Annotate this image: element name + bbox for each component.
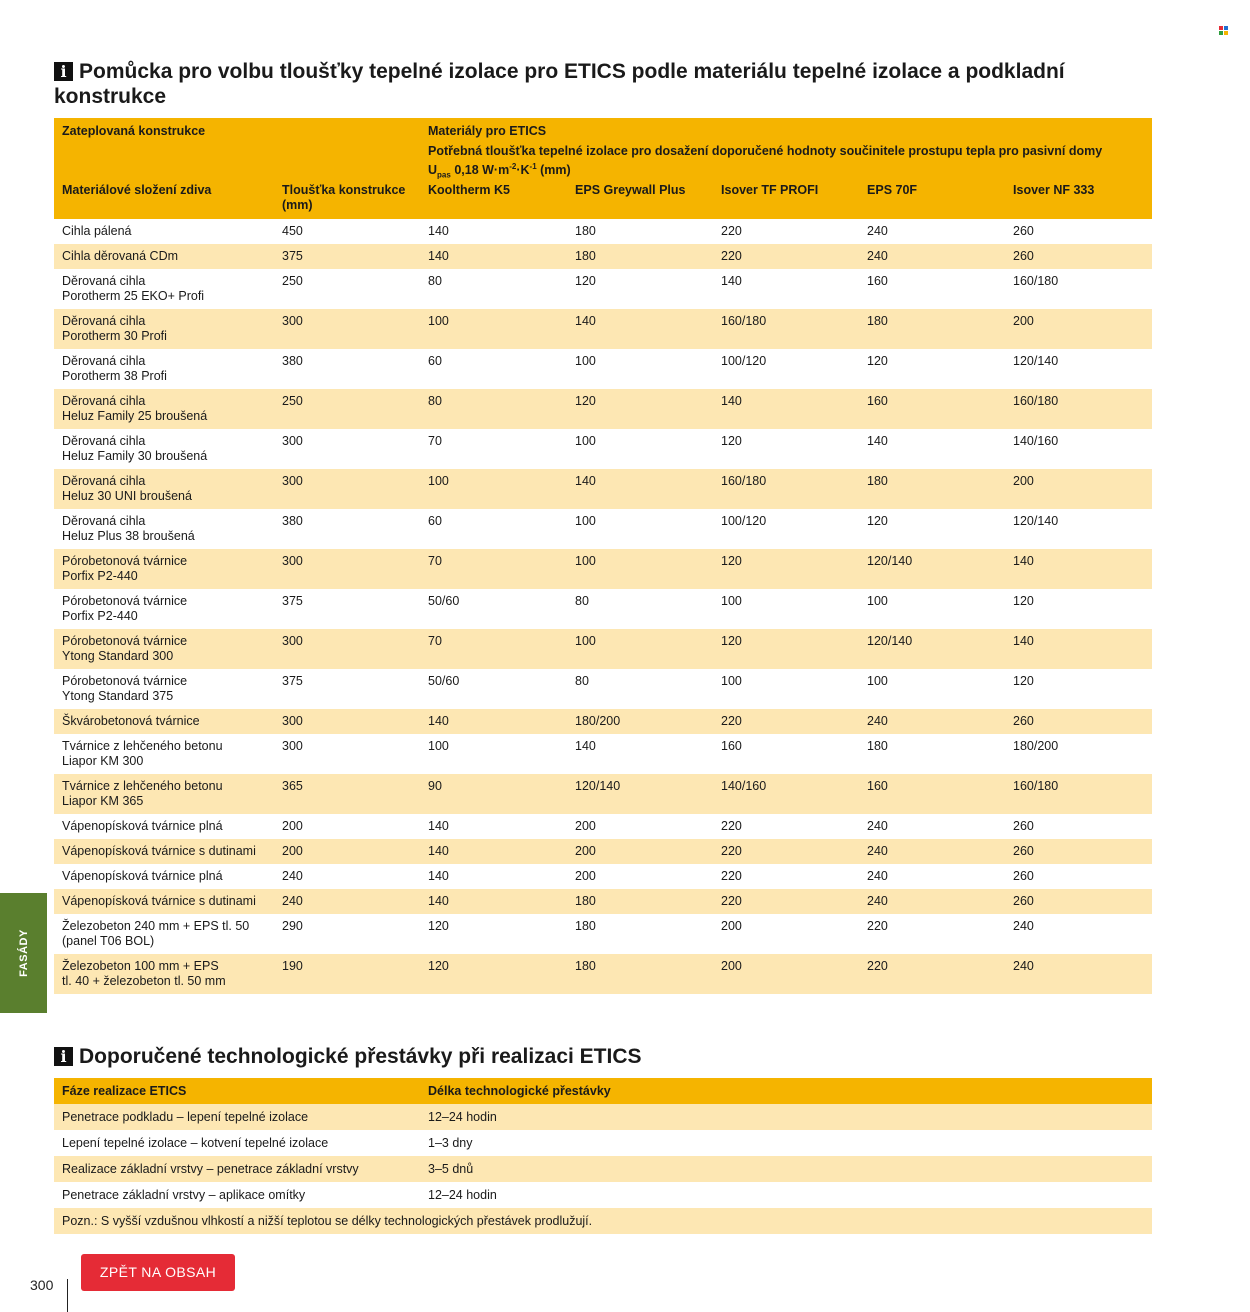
value-cell: 200	[1005, 309, 1152, 349]
value-cell: 60	[428, 353, 442, 368]
value-cell: 140	[1005, 549, 1152, 589]
info-icon: i	[54, 62, 73, 81]
duration-cell: 1–3 dny	[428, 1135, 473, 1150]
value-cell: 290	[282, 918, 303, 933]
col-header-kooltherm: Kooltherm K5	[420, 183, 567, 219]
technology-breaks-table	[54, 1078, 1152, 1234]
divider	[67, 1279, 68, 1312]
value-cell: 180	[575, 223, 596, 238]
value-cell: 160/180	[1005, 389, 1152, 429]
value-cell: 140/160	[713, 774, 859, 814]
value-cell: 80	[575, 673, 589, 688]
value-cell: 200	[575, 868, 596, 883]
value-cell: 100	[721, 673, 742, 688]
value-cell: 260	[1005, 889, 1152, 914]
material-cell: Děrovaná cihla Porotherm 30 Profi	[54, 309, 274, 349]
value-cell: 120/140	[859, 549, 1005, 589]
value-cell: 240	[859, 709, 1005, 734]
value-cell: 200	[721, 918, 742, 933]
value-cell: 100	[575, 353, 596, 368]
material-cell: Pórobetonová tvárnice Porfix P2-440	[54, 549, 274, 589]
material-cell: Děrovaná cihla Heluz Family 25 broušená	[54, 389, 274, 429]
table-row	[54, 839, 1152, 864]
value-cell: 140/160	[1013, 433, 1059, 448]
value-cell: 240	[1005, 954, 1152, 994]
material-cell: Tvárnice z lehčeného betonu Liapor KM 300	[62, 738, 223, 768]
value-cell: 190	[274, 954, 420, 994]
value-cell: 220	[721, 223, 742, 238]
value-cell: 140	[867, 433, 888, 448]
value-cell: 100	[721, 593, 742, 608]
value-cell: 220	[713, 839, 859, 864]
value-cell: 260	[1013, 868, 1034, 883]
value-cell: 100/120	[721, 353, 767, 368]
info-icon: i	[54, 1047, 73, 1066]
value-cell: 200	[713, 954, 859, 994]
value-cell: 260	[1005, 244, 1152, 269]
value-cell: 200	[575, 818, 596, 833]
phase-cell: Penetrace podkladu – lepení tepelné izolace	[54, 1104, 420, 1130]
value-cell: 375	[282, 673, 303, 688]
material-cell: Děrovaná cihla Heluz Family 30 broušená	[62, 433, 208, 463]
brand-logo-icon	[1219, 26, 1228, 35]
duration-cell: 12–24 hodin	[428, 1187, 497, 1202]
value-cell: 160/180	[1005, 774, 1152, 814]
value-cell: 140	[1005, 629, 1152, 669]
value-cell: 220	[713, 244, 859, 269]
value-cell: 120	[713, 629, 859, 669]
value-cell: 240	[867, 868, 888, 883]
note-row	[54, 1208, 1152, 1234]
header-group-construction: Zateplovaná konstrukce	[54, 118, 420, 144]
value-cell: 220	[713, 889, 859, 914]
col-header-isover-tf: Isover TF PROFI	[713, 183, 859, 219]
duration-cell: 3–5 dnů	[420, 1156, 1152, 1182]
value-cell: 120	[867, 513, 888, 528]
value-cell: 300	[274, 549, 420, 589]
material-cell: Vápenopísková tvárnice plná	[62, 868, 223, 883]
value-cell: 300	[282, 433, 303, 448]
value-cell: 140	[428, 818, 449, 833]
table-row	[54, 309, 1152, 349]
material-cell: Děrovaná cihla Heluz 30 UNI broušená	[54, 469, 274, 509]
value-cell: 300	[274, 629, 420, 669]
material-cell: Cihla pálená	[62, 223, 132, 238]
value-cell: 180/200	[1013, 738, 1059, 753]
value-cell: 240	[867, 818, 888, 833]
value-cell: 220	[867, 918, 888, 933]
value-cell: 70	[420, 629, 567, 669]
value-cell: 70	[420, 549, 567, 589]
table-row	[54, 1182, 1152, 1208]
table-row	[54, 429, 1152, 469]
value-cell: 260	[1013, 223, 1034, 238]
value-cell: 250	[282, 273, 303, 288]
value-cell: 100/120	[721, 513, 767, 528]
col-header-isover-nf: Isover NF 333	[1005, 183, 1152, 219]
value-cell: 80	[575, 593, 589, 608]
table-row	[54, 814, 1152, 839]
value-cell: 140	[420, 244, 567, 269]
material-cell: Pórobetonová tvárnice Ytong Standard 300	[54, 629, 274, 669]
value-cell: 80	[420, 389, 567, 429]
table-row	[54, 774, 1152, 814]
material-cell: Pórobetonová tvárnice Ytong Standard 375	[62, 673, 188, 703]
value-cell: 375	[274, 244, 420, 269]
value-cell: 140	[721, 273, 742, 288]
header-note: Potřebná tloušťka tepelné izolace pro dosažení doporučené hodnoty součinitele prostupu tepla pro pasivní domy $U_{pas}$ 0,18 $W\cdot m^{-2}\cdot K^{-1}$ (mm)	[420, 144, 1152, 183]
value-cell: 140	[420, 839, 567, 864]
material-cell: Škvárobetonová tvárnice	[54, 709, 274, 734]
table-row	[54, 469, 1152, 509]
col-header-duration: Délka technologické přestávky	[420, 1078, 1152, 1104]
value-cell: 220	[859, 954, 1005, 994]
value-cell: 200	[567, 839, 713, 864]
table-row	[54, 219, 1152, 244]
value-cell: 90	[420, 774, 567, 814]
table-row	[54, 669, 1152, 709]
value-cell: 100	[567, 629, 713, 669]
value-cell: 250	[274, 389, 420, 429]
table-row	[54, 709, 1152, 734]
value-cell: 180	[867, 738, 888, 753]
material-cell: Cihla děrovaná CDm	[54, 244, 274, 269]
value-cell: 260	[1005, 709, 1152, 734]
value-cell: 100	[420, 469, 567, 509]
value-cell: 180	[859, 309, 1005, 349]
table-row	[54, 954, 1152, 994]
value-cell: 300	[274, 709, 420, 734]
value-cell: 140	[420, 889, 567, 914]
material-cell: Děrovaná cihla Heluz Plus 38 broušená	[62, 513, 195, 543]
value-cell: 160/180	[1013, 273, 1059, 288]
value-cell: 240	[867, 223, 888, 238]
material-cell: Vápenopísková tvárnice s dutinami	[54, 839, 274, 864]
value-cell: 120	[1013, 673, 1034, 688]
value-cell: 120	[420, 954, 567, 994]
table-row	[54, 269, 1152, 309]
value-cell: 260	[1005, 839, 1152, 864]
page-title: i Pomůcka pro volbu tloušťky tepelné izolace pro ETICS podle materiálu tepelné izolace a podkladní konstrukce	[54, 60, 1065, 108]
breaks-note: Pozn.: S vyšší vzdušnou vlhkostí a nižší teplotou se délky technologických přestávek prodlužují.	[54, 1208, 1152, 1234]
value-cell: 200	[274, 839, 420, 864]
page-number: 300	[30, 1277, 54, 1293]
table-row	[54, 589, 1152, 629]
value-cell: 300	[274, 469, 420, 509]
value-cell: 200	[1005, 469, 1152, 509]
col-header-eps-greywall: EPS Greywall Plus	[567, 183, 713, 219]
value-cell: 100	[575, 433, 596, 448]
value-cell: 380	[282, 353, 303, 368]
value-cell: 240	[274, 889, 420, 914]
value-cell: 50/60	[428, 593, 460, 608]
value-cell: 160/180	[713, 309, 859, 349]
table-row	[54, 864, 1152, 889]
value-cell: 240	[282, 868, 303, 883]
value-cell: 450	[282, 223, 303, 238]
section-title-breaks: i Doporučené technologické přestávky při realizaci ETICS	[54, 1044, 642, 1069]
value-cell: 70	[428, 433, 442, 448]
phase-cell: Lepení tepelné izolace – kotvení tepelné izolace	[62, 1135, 329, 1150]
table-row	[54, 1130, 1152, 1156]
table-row	[54, 349, 1152, 389]
value-cell: 240	[1013, 918, 1034, 933]
value-cell: 200	[282, 818, 303, 833]
value-cell: 80	[428, 273, 442, 288]
value-cell: 180	[567, 244, 713, 269]
value-cell: 365	[274, 774, 420, 814]
value-cell: 100	[575, 513, 596, 528]
value-cell: 140	[713, 389, 859, 429]
table-row	[54, 1156, 1152, 1182]
value-cell: 120	[575, 273, 596, 288]
value-cell: 240	[859, 244, 1005, 269]
value-cell: 140	[567, 309, 713, 349]
col-header-eps-70f: EPS 70F	[859, 183, 1005, 219]
table-row	[54, 549, 1152, 589]
value-cell: 140	[420, 709, 567, 734]
table-row	[54, 244, 1152, 269]
value-cell: 300	[282, 738, 303, 753]
value-cell: 100	[428, 738, 449, 753]
table-row	[54, 629, 1152, 669]
value-cell: 100	[867, 673, 888, 688]
value-cell: 120	[713, 549, 859, 589]
material-cell: Vápenopísková tvárnice plná	[62, 818, 223, 833]
material-cell: Pórobetonová tvárnice Porfix P2-440	[62, 593, 188, 623]
value-cell: 180/200	[567, 709, 713, 734]
value-cell: 160	[867, 273, 888, 288]
value-cell: 120/140	[1013, 353, 1059, 368]
value-cell: 100	[867, 593, 888, 608]
value-cell: 50/60	[428, 673, 460, 688]
value-cell: 120/140	[567, 774, 713, 814]
value-cell: 120	[867, 353, 888, 368]
value-cell: 160	[859, 389, 1005, 429]
col-header-phase: Fáze realizace ETICS	[54, 1078, 420, 1104]
value-cell: 160	[721, 738, 742, 753]
value-cell: 120	[567, 389, 713, 429]
table-row	[54, 734, 1152, 774]
material-cell: Železobeton 240 mm + EPS tl. 50 (panel T06 BOL)	[62, 918, 250, 948]
value-cell: 180	[575, 918, 596, 933]
value-cell: 300	[274, 309, 420, 349]
value-cell: 140	[567, 469, 713, 509]
value-cell: 120	[721, 433, 742, 448]
value-cell: 220	[713, 709, 859, 734]
value-cell: 240	[859, 839, 1005, 864]
back-to-contents-button[interactable]: ZPĚT NA OBSAH	[81, 1254, 235, 1291]
col-header-thickness: Tloušťka konstrukce (mm)	[274, 183, 420, 219]
value-cell: 120	[428, 918, 449, 933]
value-cell: 140	[575, 738, 596, 753]
table-row	[54, 509, 1152, 549]
insulation-thickness-table	[54, 118, 1152, 994]
table-row	[54, 389, 1152, 429]
material-cell: Děrovaná cihla Porotherm 25 EKO+ Profi	[62, 273, 205, 303]
value-cell: 180	[859, 469, 1005, 509]
col-header-material: Materiálové složení zdiva	[54, 183, 274, 219]
value-cell: 240	[859, 889, 1005, 914]
table-row	[54, 889, 1152, 914]
material-cell: Vápenopísková tvárnice s dutinami	[54, 889, 274, 914]
value-cell: 120/140	[859, 629, 1005, 669]
header-group-materials: Materiály pro ETICS	[420, 118, 1152, 144]
value-cell: 220	[721, 818, 742, 833]
value-cell: 375	[282, 593, 303, 608]
value-cell: 380	[282, 513, 303, 528]
value-cell: 100	[420, 309, 567, 349]
table-row	[54, 914, 1152, 954]
value-cell: 140	[428, 868, 449, 883]
phase-cell: Realizace základní vrstvy – penetrace základní vrstvy	[54, 1156, 420, 1182]
duration-cell: 12–24 hodin	[420, 1104, 1152, 1130]
value-cell: 140	[428, 223, 449, 238]
material-cell: Tvárnice z lehčeného betonu Liapor KM 365	[54, 774, 274, 814]
value-cell: 180	[567, 954, 713, 994]
value-cell: 220	[721, 868, 742, 883]
value-cell: 120	[1013, 593, 1034, 608]
value-cell: 180	[567, 889, 713, 914]
table-row	[54, 1104, 1152, 1130]
value-cell: 60	[428, 513, 442, 528]
material-cell: Železobeton 100 mm + EPS tl. 40 + železobeton tl. 50 mm	[54, 954, 274, 994]
value-cell: 100	[567, 549, 713, 589]
side-tab-fasady[interactable]: FASÁDY	[0, 893, 47, 1013]
phase-cell: Penetrace základní vrstvy – aplikace omítky	[62, 1187, 306, 1202]
value-cell: 260	[1013, 818, 1034, 833]
value-cell: 160	[859, 774, 1005, 814]
material-cell: Děrovaná cihla Porotherm 38 Profi	[62, 353, 167, 383]
value-cell: 120/140	[1013, 513, 1059, 528]
value-cell: 160/180	[713, 469, 859, 509]
